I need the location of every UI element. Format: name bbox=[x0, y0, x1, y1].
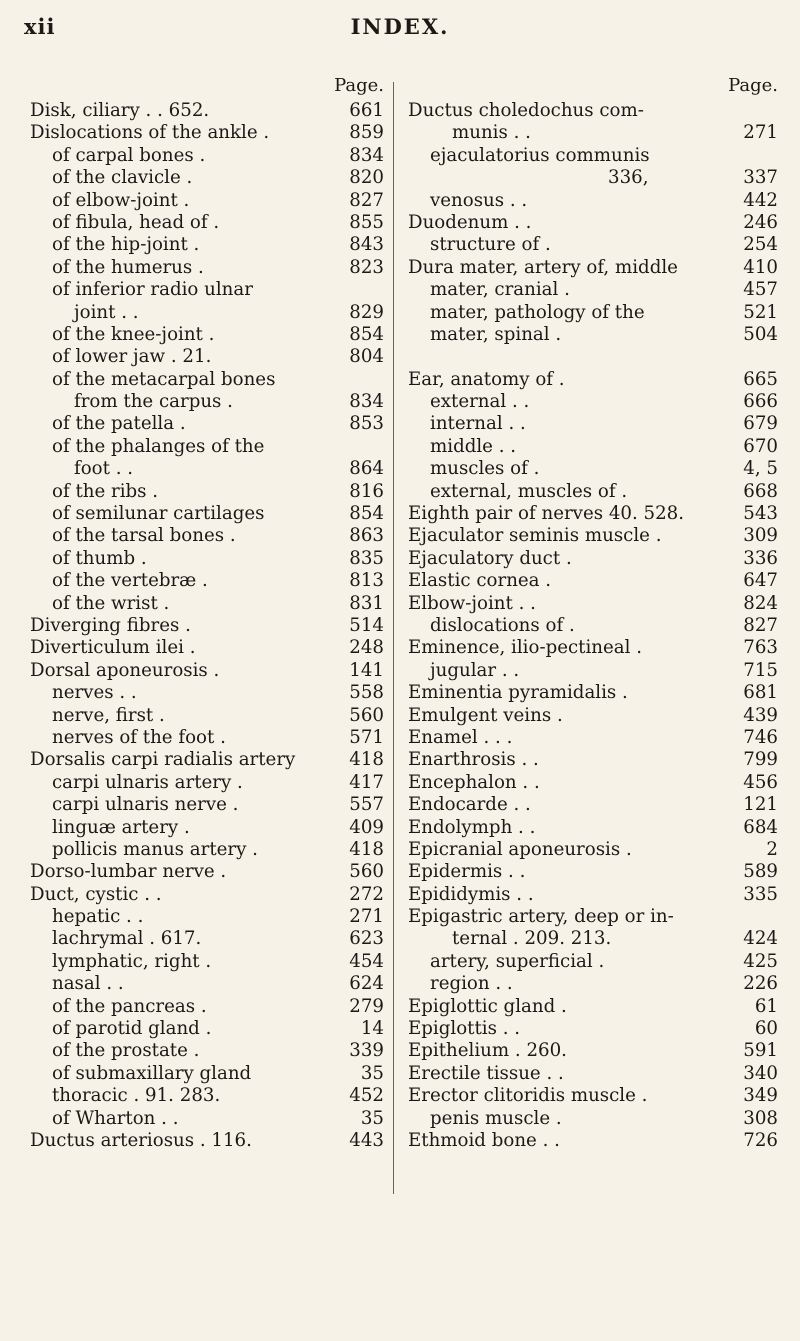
index-entry bbox=[408, 951, 778, 973]
index-entry bbox=[30, 548, 384, 570]
entry-term: Epiglottis . . bbox=[408, 1018, 521, 1040]
entry-term: external, muscles of . bbox=[430, 480, 628, 502]
entry-term: of Wharton . . bbox=[52, 1107, 179, 1129]
entry-term: ternal . 209. 213. bbox=[452, 928, 612, 950]
index-entry bbox=[408, 570, 778, 592]
index-entry bbox=[30, 167, 384, 189]
entry-page-number: 834 bbox=[349, 391, 384, 413]
entry-page-number: 681 bbox=[743, 682, 778, 704]
index-entry bbox=[30, 503, 384, 525]
index-entry bbox=[30, 324, 384, 346]
entry-term: mater, spinal . bbox=[430, 323, 562, 345]
entry-page-number: 246 bbox=[743, 211, 778, 233]
entry-page-number: 684 bbox=[743, 816, 778, 838]
index-entry bbox=[408, 593, 778, 615]
entry-term: Erector clitoridis muscle . bbox=[408, 1085, 648, 1107]
entry-page-number: 763 bbox=[743, 637, 778, 659]
index-entry bbox=[408, 413, 778, 435]
entry-term: nerves . . bbox=[52, 682, 137, 704]
entry-term: of elbow-joint . bbox=[52, 189, 190, 211]
index-entry bbox=[30, 525, 384, 547]
entry-term: thoracic . 91. 283. bbox=[52, 1085, 221, 1107]
index-entry bbox=[408, 145, 778, 167]
column-divider bbox=[393, 82, 394, 1194]
entry-term: Dislocations of the ankle . bbox=[30, 122, 270, 144]
entry-page-number: 799 bbox=[743, 749, 778, 771]
index-entry bbox=[408, 257, 778, 279]
entry-page-number: 831 bbox=[349, 592, 384, 614]
entry-term: muscles of . bbox=[430, 458, 540, 480]
entry-term: carpi ulnaris nerve . bbox=[52, 794, 239, 816]
index-entry bbox=[408, 190, 778, 212]
index-entry bbox=[30, 212, 384, 234]
entry-term: of lower jaw . 21. bbox=[52, 346, 212, 368]
entry-page-number: 457 bbox=[743, 279, 778, 301]
index-entry bbox=[408, 1085, 778, 1107]
index-entry bbox=[30, 279, 384, 301]
entry-term: Ejaculator seminis muscle . bbox=[408, 525, 662, 547]
entry-term: of the pancreas . bbox=[52, 995, 207, 1017]
index-entry bbox=[408, 503, 778, 525]
index-entry bbox=[30, 458, 384, 480]
entry-term: Encephalon . . bbox=[408, 771, 540, 793]
entry-page-number: 624 bbox=[349, 973, 384, 995]
entry-page-number: 337 bbox=[743, 167, 778, 189]
entry-term: of carpal bones . bbox=[52, 144, 206, 166]
index-entry bbox=[30, 593, 384, 615]
index-entry bbox=[408, 682, 778, 704]
index-entry bbox=[30, 234, 384, 256]
index-entry bbox=[30, 906, 384, 928]
entry-page-number: 2 bbox=[766, 838, 778, 860]
entry-page-number: 813 bbox=[349, 570, 384, 592]
entry-page-number: 514 bbox=[349, 614, 384, 636]
entry-page-number: 339 bbox=[349, 1040, 384, 1062]
index-entry bbox=[30, 1130, 384, 1152]
entry-term: of the ribs . bbox=[52, 480, 159, 502]
entry-page-number: 35 bbox=[360, 1062, 384, 1084]
entry-term: munis . . bbox=[452, 122, 531, 144]
entry-page-number: 121 bbox=[743, 794, 778, 816]
entry-term: middle . . bbox=[430, 435, 517, 457]
index-entry bbox=[408, 817, 778, 839]
entry-page-number: 591 bbox=[743, 1040, 778, 1062]
index-entry bbox=[408, 481, 778, 503]
entry-term: nasal . . bbox=[52, 973, 124, 995]
entry-page-number: 668 bbox=[743, 480, 778, 502]
entry-term: Epicranial aponeurosis . bbox=[408, 838, 632, 860]
entry-term: Epithelium . 260. bbox=[408, 1040, 567, 1062]
index-entry bbox=[30, 660, 384, 682]
entry-page-number: 309 bbox=[743, 525, 778, 547]
entry-term: of the wrist . bbox=[52, 592, 170, 614]
entry-term: Endolymph . . bbox=[408, 816, 536, 838]
index-entry bbox=[30, 1040, 384, 1062]
index-entry bbox=[30, 705, 384, 727]
index-column-left bbox=[30, 72, 384, 1152]
entry-page-number: 61 bbox=[754, 995, 778, 1017]
entry-page-number: 679 bbox=[743, 413, 778, 435]
index-entry bbox=[30, 122, 384, 144]
entry-term: of semilunar cartilages bbox=[52, 503, 265, 525]
index-entry bbox=[30, 727, 384, 749]
entry-page-number: 4, 5 bbox=[743, 458, 778, 480]
index-entry bbox=[30, 1108, 384, 1130]
entry-term: external . . bbox=[430, 391, 530, 413]
entry-term: region . . bbox=[430, 973, 513, 995]
index-entry bbox=[408, 1018, 778, 1040]
entry-list bbox=[408, 100, 778, 1152]
entry-term: pollicis manus artery . bbox=[52, 838, 258, 860]
index-entry bbox=[408, 302, 778, 324]
index-entry bbox=[408, 458, 778, 480]
index-entry bbox=[408, 749, 778, 771]
index-entry bbox=[30, 951, 384, 973]
index-entry bbox=[30, 749, 384, 771]
index-entry bbox=[408, 346, 778, 368]
entry-term: Endocarde . . bbox=[408, 794, 531, 816]
entry-term: Dura mater, artery of, middle bbox=[408, 256, 678, 278]
entry-page-number: 829 bbox=[349, 301, 384, 323]
entry-page-number: 560 bbox=[349, 704, 384, 726]
entry-term: Dorsal aponeurosis . bbox=[30, 659, 220, 681]
entry-term: Elastic cornea . bbox=[408, 570, 552, 592]
entry-page-number: 665 bbox=[743, 368, 778, 390]
entry-term: Enarthrosis . . bbox=[408, 749, 539, 771]
index-entry bbox=[30, 190, 384, 212]
entry-page-number: 855 bbox=[349, 211, 384, 233]
entry-page-number: 409 bbox=[349, 816, 384, 838]
page-column-label: Page. bbox=[334, 75, 384, 96]
entry-page-number: 859 bbox=[349, 122, 384, 144]
entry-term: mater, pathology of the bbox=[430, 301, 645, 323]
entry-page-number: 824 bbox=[743, 592, 778, 614]
entry-page-number: 834 bbox=[349, 144, 384, 166]
entry-page-number: 271 bbox=[743, 122, 778, 144]
index-entry bbox=[30, 682, 384, 704]
entry-page-number: 864 bbox=[349, 458, 384, 480]
entry-term: Emulgent veins . bbox=[408, 704, 563, 726]
entry-page-number: 726 bbox=[743, 1129, 778, 1151]
index-entry bbox=[30, 772, 384, 794]
entry-term: penis muscle . bbox=[430, 1107, 562, 1129]
entry-term: of the humerus . bbox=[52, 256, 204, 278]
index-entry bbox=[30, 861, 384, 883]
entry-term: of the metacarpal bones bbox=[52, 368, 276, 390]
index-entry bbox=[30, 615, 384, 637]
entry-page-number: 820 bbox=[349, 167, 384, 189]
entry-term: of the clavicle . bbox=[52, 167, 193, 189]
entry-term: Epigastric artery, deep or in- bbox=[408, 906, 674, 928]
index-entry bbox=[408, 525, 778, 547]
entry-term: Ductus choledochus com- bbox=[408, 100, 644, 121]
entry-page-number: 863 bbox=[349, 525, 384, 547]
entry-term: Eighth pair of nerves 40. 528. bbox=[408, 503, 685, 525]
entry-page-number: 558 bbox=[349, 682, 384, 704]
index-entry bbox=[30, 839, 384, 861]
entry-page-number: 279 bbox=[349, 995, 384, 1017]
entry-page-number: 456 bbox=[743, 771, 778, 793]
entry-term: Eminentia pyramidalis . bbox=[408, 682, 628, 704]
entry-term: of the prostate . bbox=[52, 1040, 200, 1062]
index-entry bbox=[30, 481, 384, 503]
index-entry bbox=[408, 100, 778, 122]
index-entry bbox=[30, 1085, 384, 1107]
entry-term: 336, bbox=[608, 167, 649, 189]
entry-term: of the tarsal bones . bbox=[52, 525, 236, 547]
index-entry bbox=[30, 257, 384, 279]
index-entry bbox=[408, 973, 778, 995]
entry-term: Elbow-joint . . bbox=[408, 592, 536, 614]
entry-page-number: 271 bbox=[349, 906, 384, 928]
index-entry bbox=[408, 436, 778, 458]
entry-page-number: 666 bbox=[743, 391, 778, 413]
entry-page-number: 336 bbox=[743, 547, 778, 569]
index-entry bbox=[408, 548, 778, 570]
index-entry bbox=[408, 772, 778, 794]
entry-page-number: 308 bbox=[743, 1107, 778, 1129]
entry-page-number: 60 bbox=[754, 1018, 778, 1040]
index-entry bbox=[408, 705, 778, 727]
index-entry bbox=[30, 884, 384, 906]
entry-page-number: 521 bbox=[743, 301, 778, 323]
index-entry bbox=[408, 727, 778, 749]
index-entry bbox=[408, 861, 778, 883]
index-entry bbox=[30, 302, 384, 324]
entry-page-number: 854 bbox=[349, 503, 384, 525]
entry-term: venosus . . bbox=[430, 189, 528, 211]
entry-term: nerves of the foot . bbox=[52, 726, 226, 748]
entry-term: Ear, anatomy of . bbox=[408, 368, 565, 390]
entry-term: Diverticulum ilei . bbox=[30, 637, 196, 659]
entry-page-number: 827 bbox=[743, 614, 778, 636]
entry-term: Eminence, ilio-pectineal . bbox=[408, 637, 643, 659]
entry-term: structure of . bbox=[430, 234, 551, 256]
entry-page-number: 623 bbox=[349, 928, 384, 950]
entry-term: dislocations of . bbox=[430, 614, 575, 636]
entry-term: Epiglottic gland . bbox=[408, 995, 567, 1017]
entry-term: of the knee-joint . bbox=[52, 323, 215, 345]
index-entry bbox=[408, 884, 778, 906]
entry-page-number: 248 bbox=[349, 637, 384, 659]
index-column-right bbox=[408, 72, 778, 1152]
index-entry bbox=[408, 167, 778, 189]
entry-term: internal . . bbox=[430, 413, 526, 435]
entry-page-number: 827 bbox=[349, 189, 384, 211]
entry-term: nerve, first . bbox=[52, 704, 165, 726]
entry-term: Erectile tissue . . bbox=[408, 1062, 564, 1084]
entry-term: of thumb . bbox=[52, 547, 147, 569]
entry-term: Duodenum . . bbox=[408, 211, 532, 233]
index-entry bbox=[30, 570, 384, 592]
entry-term: Ethmoid bone . . bbox=[408, 1129, 560, 1151]
entry-page-number: 746 bbox=[743, 726, 778, 748]
entry-page-number: 854 bbox=[349, 323, 384, 345]
entry-term: of inferior radio ulnar bbox=[52, 279, 253, 301]
index-entry bbox=[30, 817, 384, 839]
index-entry bbox=[408, 234, 778, 256]
entry-page-number: 226 bbox=[743, 973, 778, 995]
entry-list bbox=[30, 100, 384, 1152]
entry-page-number: 452 bbox=[349, 1085, 384, 1107]
entry-term: of the hip-joint . bbox=[52, 234, 200, 256]
entry-page-number: 543 bbox=[743, 503, 778, 525]
entry-page-number: 804 bbox=[349, 346, 384, 368]
index-entry bbox=[30, 928, 384, 950]
entry-page-number: 589 bbox=[743, 861, 778, 883]
entry-page-number: 424 bbox=[743, 928, 778, 950]
entry-term: from the carpus . bbox=[74, 391, 233, 413]
index-entry bbox=[30, 794, 384, 816]
index-entry bbox=[408, 391, 778, 413]
entry-term: of fibula, head of . bbox=[52, 211, 220, 233]
entry-term: Dorso-lumbar nerve . bbox=[30, 861, 227, 883]
index-entry bbox=[408, 996, 778, 1018]
running-head bbox=[24, 14, 776, 48]
entry-term: Epididymis . . bbox=[408, 883, 534, 905]
entry-page-number: 560 bbox=[349, 861, 384, 883]
entry-page-number: 335 bbox=[743, 883, 778, 905]
index-entry bbox=[408, 324, 778, 346]
index-entry bbox=[30, 369, 384, 391]
page-title: INDEX. bbox=[350, 14, 450, 39]
entry-page-number: 835 bbox=[349, 547, 384, 569]
entry-term: joint . . bbox=[74, 301, 139, 323]
index-entry bbox=[30, 637, 384, 659]
entry-term: jugular . . bbox=[430, 659, 520, 681]
entry-term: carpi ulnaris artery . bbox=[52, 771, 243, 793]
entry-term: of the patella . bbox=[52, 413, 186, 435]
entry-term: Diverging fibres . bbox=[30, 614, 191, 636]
entry-term: lachrymal . 617. bbox=[52, 928, 202, 950]
entry-page-number: 14 bbox=[360, 1018, 384, 1040]
entry-page-number: 425 bbox=[743, 950, 778, 972]
index-entry bbox=[30, 413, 384, 435]
index-entry bbox=[408, 839, 778, 861]
entry-page-number: 843 bbox=[349, 234, 384, 256]
entry-page-number: 661 bbox=[349, 100, 384, 121]
entry-page-number: 417 bbox=[349, 771, 384, 793]
entry-term: Ejaculatory duct . bbox=[408, 547, 572, 569]
entry-term: Disk, ciliary . . 652. bbox=[30, 100, 210, 121]
entry-term: Dorsalis carpi radialis artery bbox=[30, 749, 296, 771]
entry-term: Duct, cystic . . bbox=[30, 883, 162, 905]
entry-page-number: 340 bbox=[743, 1062, 778, 1084]
index-entry bbox=[30, 1018, 384, 1040]
entry-term: of the vertebræ . bbox=[52, 570, 208, 592]
entry-page-number: 454 bbox=[349, 950, 384, 972]
index-entry bbox=[30, 996, 384, 1018]
index-entry bbox=[408, 1108, 778, 1130]
entry-term: linguæ artery . bbox=[52, 816, 190, 838]
entry-page-number: 418 bbox=[349, 749, 384, 771]
index-entry bbox=[30, 436, 384, 458]
entry-term: Enamel . . . bbox=[408, 726, 513, 748]
entry-page-number: 816 bbox=[349, 480, 384, 502]
index-entry bbox=[30, 391, 384, 413]
index-entry bbox=[408, 279, 778, 301]
page-folio: xii bbox=[24, 14, 56, 39]
index-entry bbox=[30, 1063, 384, 1085]
entry-page-number: 35 bbox=[360, 1107, 384, 1129]
index-entry bbox=[408, 615, 778, 637]
index-entry bbox=[30, 973, 384, 995]
entry-page-number: 439 bbox=[743, 704, 778, 726]
index-entry bbox=[408, 660, 778, 682]
index-entry bbox=[408, 906, 778, 928]
entry-page-number: 418 bbox=[349, 838, 384, 860]
entry-page-number: 442 bbox=[743, 189, 778, 211]
index-entry bbox=[408, 1130, 778, 1152]
entry-term: Ductus arteriosus . 116. bbox=[30, 1129, 252, 1151]
entry-term: of parotid gland . bbox=[52, 1018, 212, 1040]
index-entry bbox=[408, 637, 778, 659]
entry-term: of the phalanges of the bbox=[52, 435, 265, 457]
entry-page-number: 504 bbox=[743, 323, 778, 345]
index-entry bbox=[408, 1063, 778, 1085]
index-entry bbox=[408, 122, 778, 144]
entry-page-number: 410 bbox=[743, 256, 778, 278]
entry-page-number: 571 bbox=[349, 726, 384, 748]
index-entry bbox=[30, 346, 384, 368]
entry-term: artery, superficial . bbox=[430, 950, 605, 972]
index-entry bbox=[30, 100, 384, 122]
entry-page-number: 715 bbox=[743, 659, 778, 681]
entry-page-number: 853 bbox=[349, 413, 384, 435]
entry-term: of submaxillary gland bbox=[52, 1062, 252, 1084]
entry-term: mater, cranial . bbox=[430, 279, 570, 301]
entry-page-number: 349 bbox=[743, 1085, 778, 1107]
entry-page-number: 443 bbox=[349, 1129, 384, 1151]
index-entry bbox=[30, 145, 384, 167]
index-entry bbox=[408, 794, 778, 816]
entry-term: hepatic . . bbox=[52, 906, 144, 928]
index-entry bbox=[408, 212, 778, 234]
entry-page-number: 254 bbox=[743, 234, 778, 256]
entry-term: ejaculatorius communis bbox=[430, 144, 650, 166]
entry-term: foot . . bbox=[74, 458, 134, 480]
page-column-label: Page. bbox=[728, 75, 778, 96]
entry-page-number: 557 bbox=[349, 794, 384, 816]
entry-term: lymphatic, right . bbox=[52, 950, 212, 972]
index-entry bbox=[408, 369, 778, 391]
entry-page-number: 823 bbox=[349, 256, 384, 278]
index-entry bbox=[408, 1040, 778, 1062]
index-entry bbox=[408, 928, 778, 950]
entry-page-number: 670 bbox=[743, 435, 778, 457]
entry-page-number: 647 bbox=[743, 570, 778, 592]
entry-page-number: 141 bbox=[349, 659, 384, 681]
entry-page-number: 272 bbox=[349, 883, 384, 905]
entry-term: Epidermis . . bbox=[408, 861, 526, 883]
